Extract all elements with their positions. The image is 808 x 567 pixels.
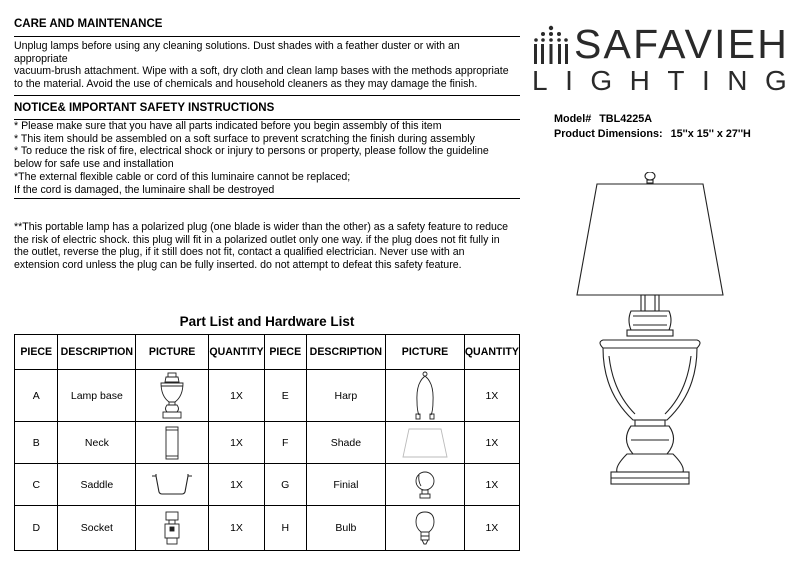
table-row (15, 464, 520, 506)
dims-value: 15''x 15'' x 27''H (670, 128, 751, 140)
table-row (15, 506, 520, 551)
model-info (554, 112, 652, 126)
description-cell: Finial (306, 464, 386, 506)
piece-cell: C (15, 464, 58, 506)
quantity-cell: 1X (209, 464, 265, 506)
care-line: appropriate (14, 52, 68, 65)
plug-line: extension cord unless the plug can be fully inserted. do not attempt to defeat this safety feature. (14, 259, 462, 272)
parts-title: Part List and Hardware List (179, 314, 355, 329)
picture-cell (136, 464, 209, 506)
safety-title: NOTICE& IMPORTANT SAFETY INSTRUCTIONS (14, 102, 275, 114)
brand-sub: LIGHTING (532, 65, 805, 96)
dims-label: Product Dimensions: (554, 128, 663, 140)
safety-line: *The external flexible cable or cord of this luminaire cannot be replaced; (14, 170, 351, 183)
safety-text (14, 120, 524, 196)
col-header-picture: PICTURE (136, 335, 209, 370)
plug-line: the risk of electric shock. this plug will fit in a polarized outlet only one way. if the plug does not fit fully in (14, 233, 500, 246)
bulb-icon (414, 510, 436, 546)
care-text (14, 40, 524, 91)
picture-cell (386, 422, 465, 464)
description-cell: Socket (58, 506, 136, 551)
picture-cell (386, 506, 465, 551)
plug-line: the outlet, reverse the plug, if it still does not fit, contact a qualified electrician. Never use with an (14, 246, 465, 259)
safety-line: * To reduce the risk of fire, electrical shock or injury to persons or property, please follow the guideline (14, 145, 489, 158)
col-header-quantity: QUANTITY (209, 335, 265, 370)
parts-table (14, 334, 520, 551)
care-title: CARE AND MAINTENANCE (14, 18, 163, 30)
picture-cell (136, 422, 209, 464)
brand-logo (530, 20, 805, 100)
quantity-cell: 1X (464, 506, 519, 551)
safety-line: * This item should be assembled on a soft surface to prevent scratching the finish during assembly (14, 132, 475, 145)
description-cell: Neck (58, 422, 136, 464)
neck-icon (162, 425, 182, 461)
brand-name: SAFAVIEH (574, 21, 790, 67)
saddle-icon (150, 472, 194, 498)
finial-icon (413, 470, 437, 500)
description-cell: Shade (306, 422, 386, 464)
model-label: Model# (554, 113, 592, 125)
description-cell: Bulb (306, 506, 386, 551)
description-cell: Lamp base (58, 370, 136, 422)
care-line: Unplug lamps before using any cleaning solutions. Dust shades with a feather duster or with an (14, 40, 460, 52)
piece-cell: H (264, 506, 306, 551)
picture-cell (136, 370, 209, 422)
description-cell: Harp (306, 370, 386, 422)
col-header-piece: PIECE (264, 335, 306, 370)
lamp-base-icon (157, 372, 187, 420)
piece-cell: E (264, 370, 306, 422)
quantity-cell: 1X (209, 422, 265, 464)
care-divider (14, 36, 520, 37)
plug-note (14, 221, 524, 272)
socket-icon (162, 510, 182, 546)
piece-cell: G (264, 464, 306, 506)
picture-cell (386, 464, 465, 506)
dimensions-info (554, 127, 751, 141)
piece-cell: D (15, 506, 58, 551)
quantity-cell: 1X (209, 370, 265, 422)
description-cell: Saddle (58, 464, 136, 506)
safety-line: * Please make sure that you have all parts indicated before you begin assembly of this item (14, 120, 442, 132)
table-header-row (15, 335, 520, 370)
lamp-illustration (575, 172, 725, 498)
quantity-cell: 1X (464, 422, 519, 464)
plug-line: **This portable lamp has a polarized plug (one blade is wider than the other) as a safety feature to reduce (14, 221, 509, 233)
safety-bottom-divider (14, 198, 520, 199)
care-line: vacuum-brush attachment. Wipe with a soft, dry cloth and clean lamp bases with the methods appropriate (14, 65, 509, 78)
quantity-cell: 1X (464, 464, 519, 506)
piece-cell: B (15, 422, 58, 464)
col-header-description: DESCRIPTION (306, 335, 386, 370)
shade-icon (401, 427, 449, 459)
col-header-description: DESCRIPTION (58, 335, 136, 370)
picture-cell (136, 506, 209, 551)
care-bottom-divider (14, 95, 520, 96)
care-line: to the material. Avoid the use of chemicals and household cleaners as they may damage the finish. (14, 78, 478, 91)
quantity-cell: 1X (209, 506, 265, 551)
piece-cell: A (15, 370, 58, 422)
safety-line: If the cord is damaged, the luminaire shall be destroyed (14, 183, 275, 196)
table-row (15, 422, 520, 464)
piece-cell: F (264, 422, 306, 464)
col-header-piece: PIECE (15, 335, 58, 370)
brand-emblem-icon (530, 24, 572, 68)
picture-cell (386, 370, 465, 422)
col-header-picture: PICTURE (386, 335, 465, 370)
safety-line: below for safe use and installation (14, 158, 174, 171)
col-header-quantity: QUANTITY (464, 335, 519, 370)
quantity-cell: 1X (464, 370, 519, 422)
table-row (15, 370, 520, 422)
model-value: TBL4225A (599, 113, 653, 125)
harp-icon (410, 371, 440, 421)
